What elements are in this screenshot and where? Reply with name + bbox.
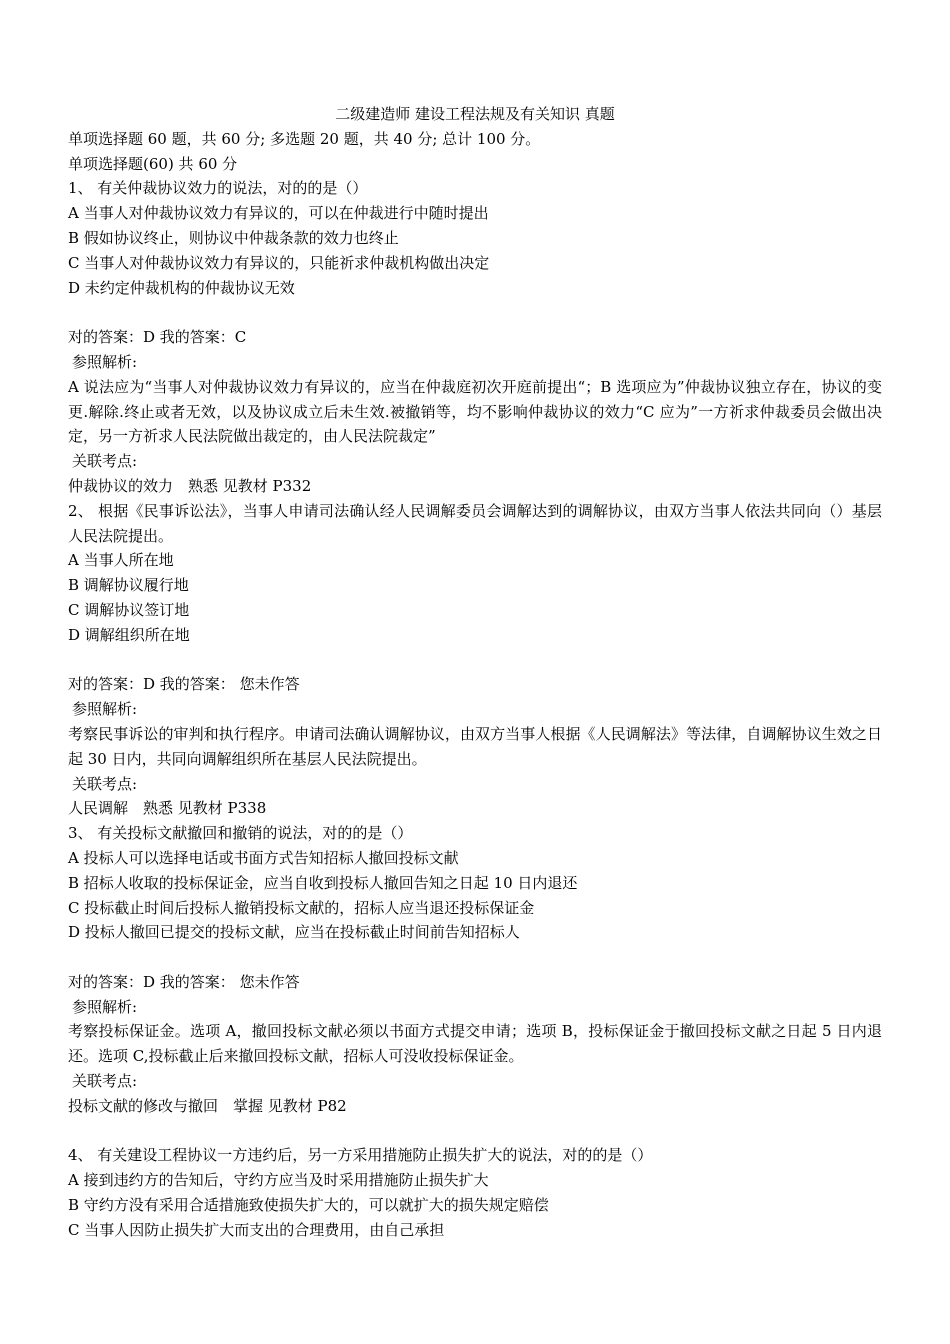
topic-label: 关联考点: <box>72 1072 138 1091</box>
spacer <box>68 300 882 325</box>
option-d: D 投标人撤回已提交的投标文献，应当在投标截止时间前告知招标人 <box>68 923 520 942</box>
topic-label: 关联考点: <box>72 452 138 471</box>
document-page <box>68 102 882 1243</box>
topic-text: 人民调解 熟悉 见教材 P338 <box>68 799 267 818</box>
topic-label: 关联考点: <box>72 774 138 793</box>
analysis-label: 参照解析: <box>72 352 138 371</box>
analysis-text: A 说法应为“当事人对仲裁协议效力有异议的，应当在仲裁庭初次开庭前提出“；B 选项应为”仲裁协议独立存在，协议的变更.解除.终止或者无效，以及协议成立后未生效.被撤销等，均不影响仲裁协议的效力“C 应为”一方祈求仲裁委员会做出决定，另一方祈求人民法院做出裁定的，由人民法院裁定” <box>68 377 882 446</box>
option-a: A 当事人对仲裁协议效力有异议的，可以在仲裁进行中随时提出 <box>68 204 489 223</box>
analysis-text: 考察民事诉讼的审判和执行程序。申请司法确认调解协议，由双方当事人根据《人民调解法》等法律，自调解协议生效之日起 30 日内，共同向调解组织所在基层人民法院提出。 <box>68 724 882 768</box>
spacer <box>68 945 882 970</box>
analysis-label: 参照解析: <box>72 997 138 1016</box>
option-b: B 调解协议履行地 <box>68 576 189 595</box>
option-b: B 守约方没有采用合适措施致使损失扩大的，可以就扩大的损失规定赔偿 <box>68 1196 549 1215</box>
option-c: C 当事人对仲裁协议效力有异议的，只能祈求仲裁机构做出决定 <box>68 253 490 272</box>
question-stem: 3、 有关投标文献撤回和撤销的说法，对的的是（） <box>68 824 413 843</box>
analysis-text: 考察投标保证金。选项 A，撤回投标文献必须以书面方式提交申请；选项 B，投标保证金于撤回投标文献之日起 5 日内退还。选项 C,投标截止后来撤回投标文献，招标人可没收投标保证金。 <box>68 1022 882 1066</box>
option-c: C 调解协议签订地 <box>68 600 190 619</box>
answer-line: 对的答案：D 我的答案：C <box>68 328 247 347</box>
option-d: D 调解组织所在地 <box>68 625 190 644</box>
topic-text: 投标文献的修改与撤回 掌握 见教材 P82 <box>68 1096 347 1115</box>
spacer <box>68 648 882 673</box>
option-b: B 招标人收取的投标保证金，应当自收到投标人撤回告知之日起 10 日内退还 <box>68 873 578 892</box>
question-stem: 2、 根据《民事诉讼法》，当事人申请司法确认经人民调解委员会调解达到的调解协议，由双方当事人依法共同向（）基层人民法院提出。 <box>68 501 882 545</box>
answer-line: 对的答案：D 我的答案： 您未作答 <box>68 972 300 991</box>
question-4 <box>68 1143 882 1242</box>
topic-text: 仲裁协议的效力 熟悉 见教材 P332 <box>68 476 312 495</box>
option-c: C 当事人因防止损失扩大而支出的合理费用，由自己承担 <box>68 1220 445 1239</box>
question-1 <box>68 176 882 498</box>
option-a: A 接到违约方的告知后，守约方应当及时采用措施防止损失扩大 <box>68 1171 489 1190</box>
option-c: C 投标截止时间后投标人撤销投标文献的，招标人应当退还投标保证金 <box>68 898 535 917</box>
option-a: A 当事人所在地 <box>68 551 174 570</box>
section-header: 单项选择题(60) 共 60 分 <box>68 154 238 173</box>
document-title: 二级建造师 建设工程法规及有关知识 真题 <box>335 105 615 123</box>
option-a: A 投标人可以选择电话或书面方式告知招标人撤回投标文献 <box>68 848 459 867</box>
exam-summary: 单项选择题 60 题，共 60 分; 多选题 20 题，共 40 分; 总计 100 分。 <box>68 129 541 148</box>
option-b: B 假如协议终止，则协议中仲裁条款的效力也终止 <box>68 228 399 247</box>
question-stem: 1、 有关仲裁协议效力的说法，对的的是（） <box>68 179 368 198</box>
question-3 <box>68 821 882 1119</box>
analysis-label: 参照解析: <box>72 700 138 719</box>
answer-line: 对的答案：D 我的答案： 您未作答 <box>68 675 300 694</box>
question-stem: 4、 有关建设工程协议一方违约后，另一方采用措施防止损失扩大的说法，对的的是（） <box>68 1146 653 1165</box>
option-d: D 未约定仲裁机构的仲裁协议无效 <box>68 278 295 297</box>
question-2 <box>68 499 882 821</box>
spacer <box>68 1119 882 1144</box>
